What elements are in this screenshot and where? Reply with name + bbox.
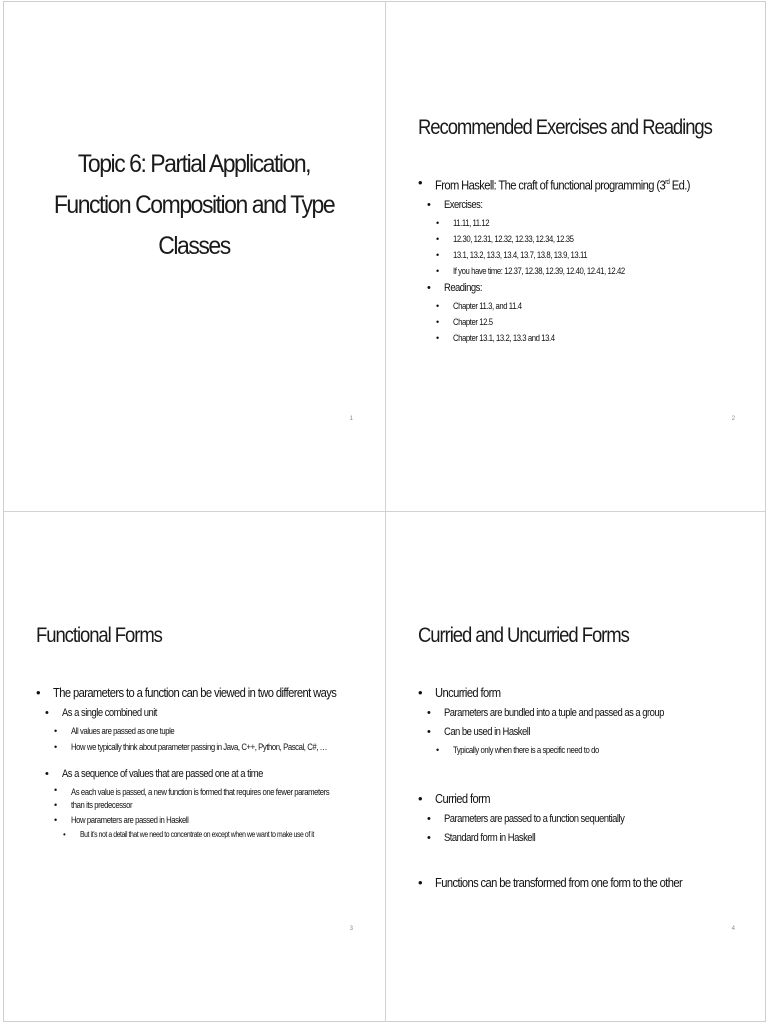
list-item-text: Can be used in Haskell: [444, 726, 530, 738]
slide-4-title: Curried and Uncurried Forms: [418, 624, 629, 647]
source-text-end: Ed.): [669, 177, 690, 193]
slide-3-body: [36, 682, 376, 842]
page-number: 3: [349, 926, 353, 932]
list-item: [418, 231, 758, 247]
list-item-text: As a single combined unit: [62, 707, 157, 719]
list-item-continuation: [36, 799, 376, 812]
list-item: [418, 247, 758, 263]
list-item: [418, 682, 758, 704]
slide-3-title: Functional Forms: [36, 624, 162, 647]
list-item: [36, 812, 376, 828]
list-item-text: Typically only when there is a specific need to do: [453, 745, 599, 755]
list-item-text: How parameters are passed in Haskell: [71, 815, 189, 825]
list-item: [418, 279, 758, 298]
list-item-text: Readings:: [444, 282, 482, 295]
slide-2-body: [418, 172, 758, 346]
list-item-text: than its predecessor: [71, 800, 133, 810]
list-item-text: 12.30, 12.31, 12.32, 12.33, 12.34, 12.35: [453, 234, 574, 245]
list-item-text: Standard form in Haskell: [444, 832, 536, 844]
list-item-text: Functions can be transformed from one form to the other: [435, 875, 683, 890]
list-item: [418, 810, 758, 829]
slide-4: [386, 512, 767, 1022]
list-item: [36, 784, 376, 799]
list-item-text: [435, 172, 690, 196]
slide-3: [4, 512, 385, 1022]
list-item-text: Parameters are passed to a function sequentially: [444, 813, 625, 825]
list-item-text: 11.11, 11.12: [453, 218, 490, 229]
list-item-text: But it’s not a detail that we need to concentrate on except when we want to make use of it: [80, 830, 314, 839]
list-item: [418, 330, 758, 346]
list-item-text: Chapter 11.3, and 11.4: [453, 301, 522, 312]
list-item: [418, 704, 758, 723]
slide-4-body: [418, 682, 758, 894]
list-item-text: All values are passed as one tuple: [71, 726, 175, 736]
slide-2: [386, 2, 767, 512]
list-item: [36, 739, 376, 755]
list-item-text: How we typically think about parameter passing in Java, C++, Python, Pascal, C#, …: [71, 742, 327, 752]
list-item-text: Exercises:: [444, 199, 483, 212]
list-item-text: As each value is passed, a new function is formed that requires one fewer parameters: [71, 787, 330, 797]
list-item: [418, 196, 758, 215]
list-item-text: Chapter 12.5: [453, 317, 493, 328]
list-item: [418, 314, 758, 330]
slide-1-title: Topic 6: Partial Application, Function Composition and Type Classes: [53, 150, 335, 260]
list-item-text: Parameters are bundled into a tuple and passed as a group: [444, 707, 664, 719]
list-item: [418, 788, 758, 810]
list-item: [36, 682, 376, 704]
list-item: [418, 263, 758, 279]
list-item-text: If you have time: 12.37, 12.38, 12.39, 12.40, 12.41, 12.42: [453, 266, 625, 277]
list-item: [418, 298, 758, 314]
list-item: [418, 172, 758, 196]
list-item: [418, 723, 758, 742]
list-item-text: Chapter 13.1, 13.2, 13.3 and 13.4: [453, 333, 555, 344]
page-number: 1: [349, 416, 353, 422]
source-sup: rd: [665, 179, 670, 186]
list-item-text: Uncurried form: [435, 685, 501, 700]
list-item: [36, 765, 376, 784]
list-item: [418, 742, 758, 758]
source-text: From Haskell: The craft of functional programming (3: [435, 177, 666, 193]
slide-2-title: Recommended Exercises and Readings: [418, 116, 712, 139]
list-item-text: As a sequence of values that are passed one at a time: [62, 768, 263, 780]
slide-1: [4, 2, 385, 512]
list-item-text: 13.1, 13.2, 13.3, 13.4, 13.7, 13.8, 13.9, 13.11: [453, 250, 588, 261]
page-number: 2: [731, 416, 735, 422]
list-item: [36, 704, 376, 723]
list-item: [418, 215, 758, 231]
list-item: [418, 829, 758, 848]
list-item: [418, 872, 758, 894]
list-item: [36, 828, 376, 842]
list-item-text: Curried form: [435, 791, 490, 806]
page-number: 4: [731, 926, 735, 932]
list-item: [36, 723, 376, 739]
list-item-text: The parameters to a function can be viewed in two different ways: [53, 685, 337, 700]
